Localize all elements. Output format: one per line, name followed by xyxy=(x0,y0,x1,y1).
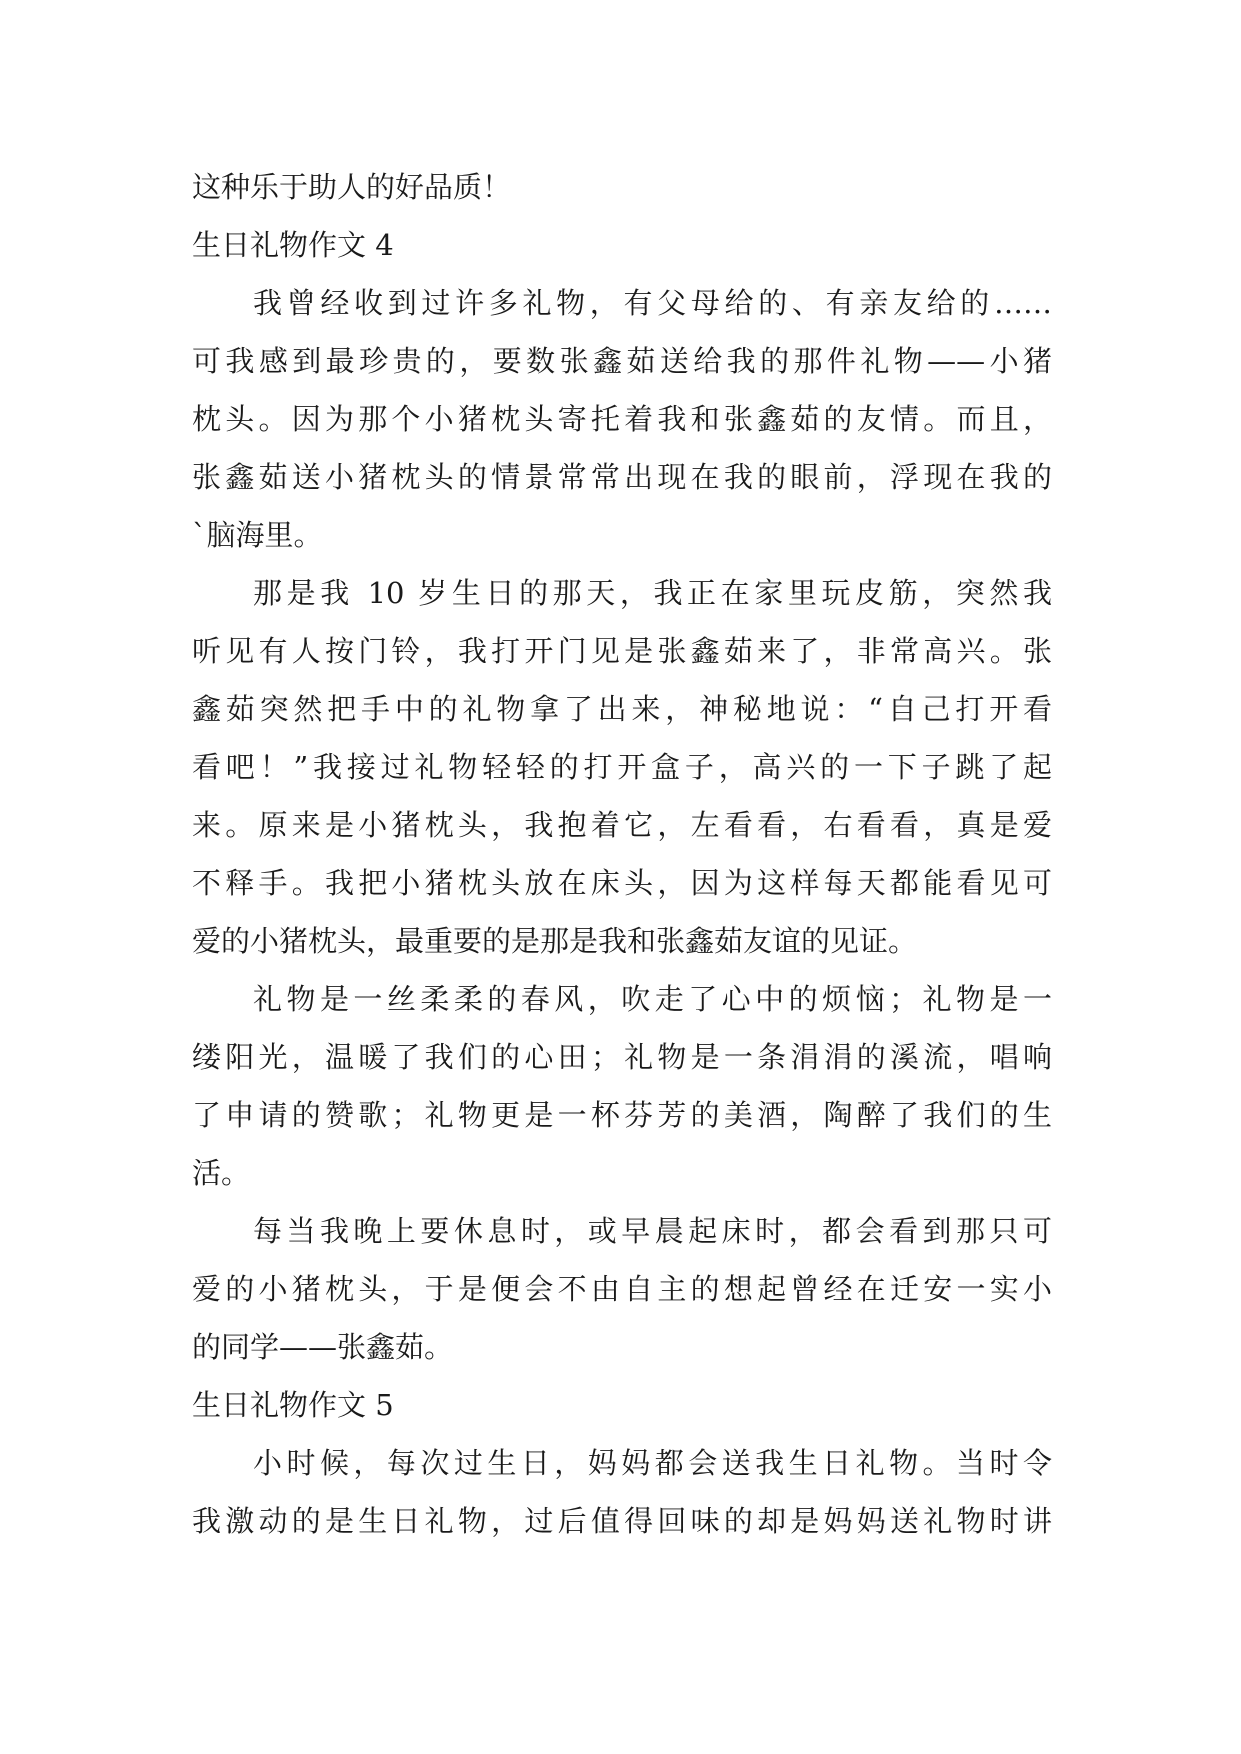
text-line: 可我感到最珍贵的，要数张鑫茹送给我的那件礼物——小猪 xyxy=(192,344,1052,378)
text-line: 小时候，每次过生日，妈妈都会送我生日礼物。当时令 xyxy=(253,1446,1052,1480)
text-line: 了申请的赞歌；礼物更是一杯芬芳的美酒，陶醉了我们的生 xyxy=(192,1098,1052,1132)
text-line: 枕头。因为那个小猪枕头寄托着我和张鑫茹的友情。而且， xyxy=(192,402,1052,436)
text-line: 爱的小猪枕头，最重要的是那是我和张鑫茹友谊的见证。 xyxy=(192,924,918,958)
text-line: 缕阳光，温暖了我们的心田；礼物是一条涓涓的溪流，唱响 xyxy=(192,1040,1052,1074)
document-body xyxy=(192,158,1052,1550)
paragraph xyxy=(192,1202,1052,1376)
text-line: 不释手。我把小猪枕头放在床头，因为这样每天都能看见可 xyxy=(192,866,1052,900)
text-line: 看吧！”我接过礼物轻轻的打开盒子，高兴的一下子跳了起 xyxy=(192,750,1052,784)
text-line: 活。 xyxy=(192,1156,251,1190)
text-line: 来。原来是小猪枕头，我抱着它，左看看，右看看，真是爱 xyxy=(192,808,1052,842)
paragraph xyxy=(192,970,1052,1202)
section-heading: 生日礼物作文 5 xyxy=(192,1388,394,1422)
text-line: 我曾经收到过许多礼物，有父母给的、有亲友给的…… xyxy=(253,286,1052,320)
text-line: 的同学——张鑫茹。 xyxy=(192,1330,454,1364)
text-line: 听见有人按门铃，我打开门见是张鑫茹来了，非常高兴。张 xyxy=(192,634,1052,668)
text-line: 每当我晚上要休息时，或早晨起床时，都会看到那只可 xyxy=(253,1214,1052,1248)
text-line: 张鑫茹送小猪枕头的情景常常出现在我的眼前，浮现在我的 xyxy=(192,460,1052,494)
paragraph xyxy=(192,274,1052,564)
text-line: 礼物是一丝柔柔的春风，吹走了心中的烦恼；礼物是一 xyxy=(253,982,1052,1016)
section-heading: 生日礼物作文 4 xyxy=(192,228,394,262)
text-line: 这种乐于助人的好品质！ xyxy=(192,170,512,204)
text-line: 鑫茹突然把手中的礼物拿了出来，神秘地说：“自己打开看 xyxy=(192,692,1052,726)
paragraph xyxy=(192,564,1052,970)
text-line: 爱的小猪枕头，于是便会不由自主的想起曾经在迁安一实小 xyxy=(192,1272,1052,1306)
paragraph xyxy=(192,1434,1052,1550)
text-line: 那是我 10 岁生日的那天，我正在家里玩皮筋，突然我 xyxy=(253,576,1052,610)
text-line: 我激动的是生日礼物，过后值得回味的却是妈妈送礼物时讲 xyxy=(192,1504,1052,1538)
text-line: `脑海里。 xyxy=(192,518,323,552)
